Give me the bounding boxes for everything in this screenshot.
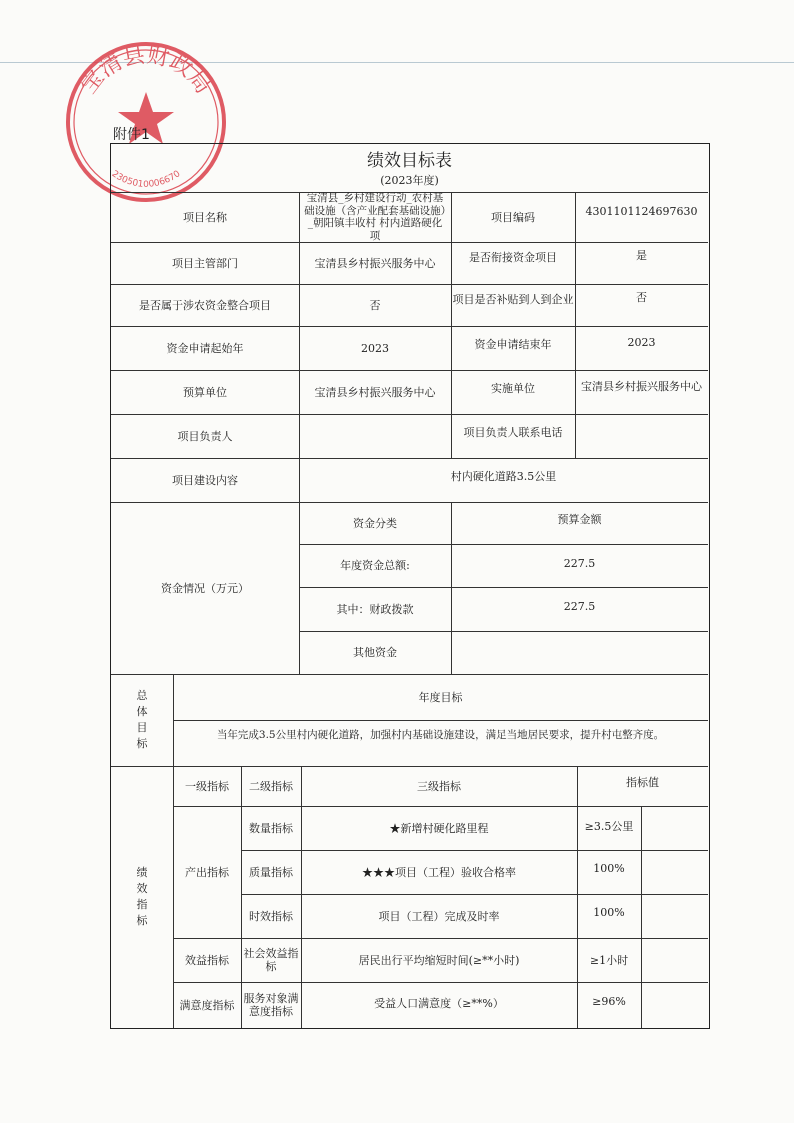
linked-label: 是否衔接资金项目 [469, 250, 557, 264]
seal-number: 2305010006670 [109, 169, 183, 190]
end-year-label: 资金申请结束年 [474, 337, 552, 351]
quality-label: 质量指标 [249, 865, 293, 879]
header-level1: 一级指标 [185, 779, 229, 793]
output-indicator-label: 产出指标 [185, 865, 229, 879]
satisfaction-value: ≥96% [592, 994, 626, 1008]
satisfaction-label: 满意度指标 [179, 998, 235, 1012]
quantity-label: 数量指标 [249, 821, 293, 835]
social-benefit-value: ≥1小时 [589, 953, 629, 967]
subsidy-label: 项目是否补贴到人到企业 [452, 292, 574, 306]
linked-value: 是 [636, 248, 647, 262]
start-year: 2023 [361, 341, 389, 355]
indicators-char: 标 [136, 914, 148, 927]
seal-text: 宝清县财政局 [76, 42, 216, 99]
benefit-label: 效益指标 [185, 953, 229, 967]
social-benefit-label: 社会效益指标 [243, 947, 299, 973]
social-benefit-indicator: 居民出行平均缩短时间(≥**小时) [358, 953, 520, 967]
overall-target-char: 体 [136, 705, 148, 718]
project-code-label: 项目编码 [491, 210, 535, 224]
impl-unit: 宝清县乡村振兴服务中心 [581, 379, 702, 393]
timeliness-value: 100% [593, 905, 625, 919]
content-label: 项目建设内容 [172, 473, 238, 487]
funds-category-header: 资金分类 [353, 516, 397, 530]
timeliness-indicator: 项目（工程）完成及时率 [378, 909, 500, 923]
annual-label: 年度资金总额: [340, 559, 410, 572]
performance-target-table [110, 143, 710, 1029]
quality-indicator: ★★★项目（工程）验收合格率 [362, 865, 516, 879]
indicators-char: 指 [136, 898, 148, 911]
agri-value: 否 [369, 298, 381, 312]
leader-value [299, 414, 451, 458]
table-title: 绩效目标表 [367, 150, 452, 171]
overall-target-char: 总 [136, 689, 148, 702]
leader-label: 项目负责人 [177, 429, 233, 443]
dept-label: 项目主管部门 [172, 256, 238, 270]
project-name: 宝清县_乡村建设行动_农村基础设施（含产业配套基础设施）_朝阳镇丰收村 村内道路硬化项 [304, 192, 446, 242]
annual-value: 227.5 [563, 557, 596, 570]
end-year: 2023 [627, 335, 656, 349]
satisfaction-indicator: 受益人口满意度（≥**%） [374, 996, 504, 1010]
indicators-label [111, 766, 173, 1028]
overall-target-char: 目 [136, 721, 148, 734]
fiscal-value: 227.5 [563, 599, 596, 613]
other-funds-label: 其他资金 [353, 646, 397, 659]
timeliness-label: 时效指标 [249, 909, 293, 923]
budget-unit: 宝清县乡村振兴服务中心 [314, 385, 436, 399]
dept: 宝清县乡村振兴服务中心 [314, 256, 436, 270]
annual-target-header: 年度目标 [418, 690, 463, 704]
start-year-label: 资金申请起始年 [166, 341, 244, 355]
subsidy-value: 否 [636, 290, 647, 304]
project-code: 4301101124697630 [585, 204, 698, 218]
header-value: 指标值 [626, 775, 659, 789]
indicators-char: 绩 [136, 866, 148, 879]
col-line [641, 806, 642, 1028]
attachment-label: 附件1 [113, 127, 150, 143]
agri-label: 是否属于涉农资金整合项目 [139, 298, 271, 312]
funds-label: 资金情况（万元） [161, 581, 249, 595]
quality-value: 100% [593, 861, 625, 875]
impl-unit-label: 实施单位 [491, 381, 535, 395]
phone-label: 项目负责人联系电话 [463, 425, 563, 439]
content-value: 村内硬化道路3.5公里 [450, 469, 557, 483]
header-level2: 二级指标 [249, 779, 293, 793]
other-funds-value [451, 631, 708, 674]
project-name-label: 项目名称 [183, 210, 227, 224]
budget-unit-label: 预算单位 [183, 385, 227, 399]
quantity-value: ≥3.5公里 [584, 819, 634, 833]
overall-target-label [111, 674, 173, 766]
fiscal-label: 其中：财政拨款 [336, 602, 414, 616]
overall-target-char: 标 [136, 737, 148, 750]
table-year: (2023年度) [380, 173, 439, 187]
phone-value [575, 410, 708, 454]
header-level3: 三级指标 [417, 779, 461, 793]
quantity-indicator: ★新增村硬化路里程 [389, 821, 489, 835]
service-satisfaction-label: 服务对象满意度指标 [243, 992, 299, 1018]
funds-amount-header: 预算金额 [557, 512, 602, 526]
annual-target-text: 当年完成3.5公里村内硬化道路，加强村内基础设施建设，满足当地居民要求，提升村屯整齐度。 [216, 728, 665, 741]
indicators-char: 效 [136, 882, 148, 895]
